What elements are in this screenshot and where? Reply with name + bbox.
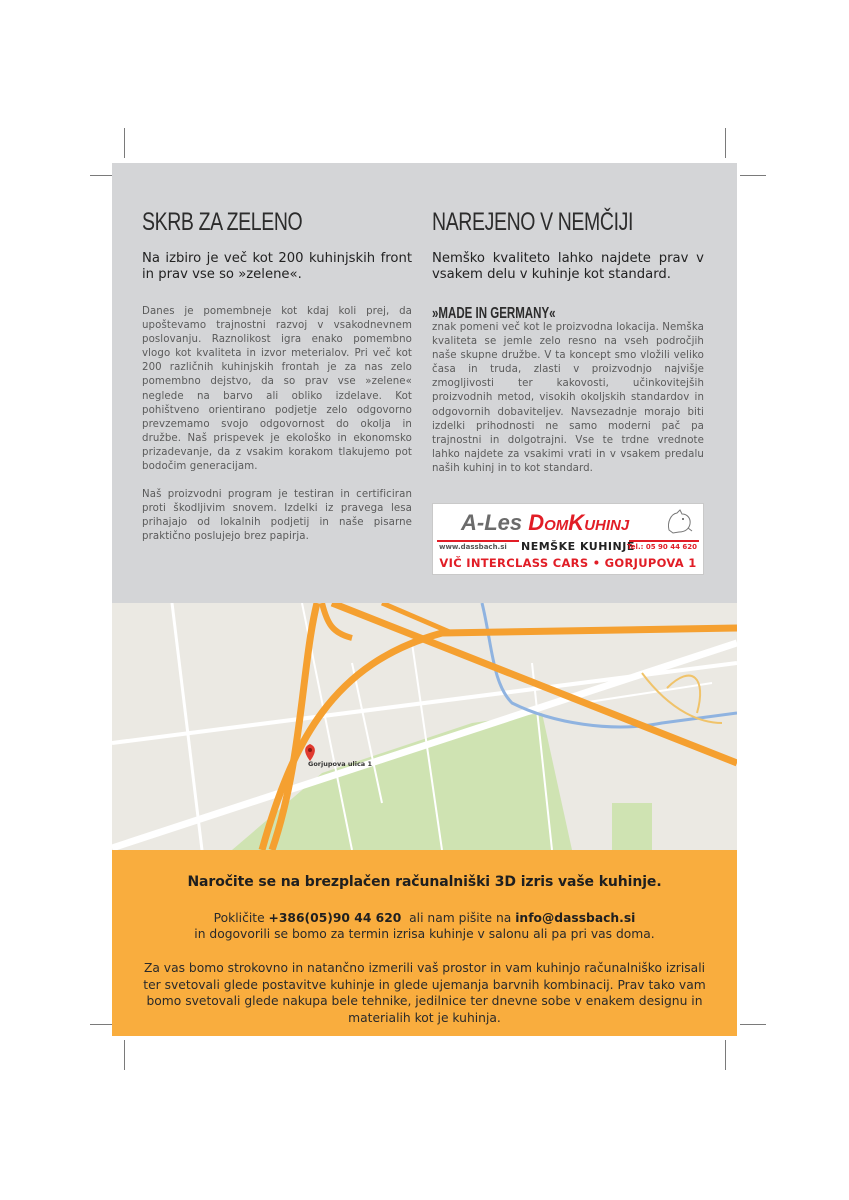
- made-in-germany-subheading: »MADE IN GERMANY«: [432, 305, 556, 322]
- logo-phone: Tel.: 05 90 44 620: [626, 543, 697, 551]
- company-logo: [432, 503, 704, 575]
- logo-rule-left: [437, 540, 519, 542]
- certification-paragraph: Naš proizvodni program je testiran in certificiran proti škodljivim snovem. Izdelki iz pravega lesa prihajajo od lokalnih podjetij in naše pisarne praktično poslujejo brez papirja.: [142, 489, 412, 543]
- cta-contact-line2: in dogovorili se bomo za termin izrisa kuhinje v salonu ali pa pri vas doma.: [194, 927, 655, 941]
- cta-email-link[interactable]: info@dassbach.si: [515, 911, 636, 925]
- logo-brand-ales: A-Les: [461, 510, 529, 535]
- made-in-germany-heading: NAREJENO V NEMČIJI: [432, 208, 634, 236]
- logo-rule-right: [629, 540, 699, 542]
- cta-contact-prefix: Pokličite: [213, 911, 269, 925]
- crop-mark: [124, 128, 125, 158]
- logo-brand: [461, 510, 629, 536]
- cta-contact-middle: ali nam pišite na: [401, 911, 516, 925]
- made-in-germany-lead: Nemško kvaliteto lahko najdete prav v vsakem delu v kuhinje kot standard.: [432, 251, 704, 282]
- made-in-germany-column: [432, 208, 704, 490]
- crop-mark: [740, 1024, 766, 1025]
- crop-mark: [725, 128, 726, 158]
- logo-brand-domkuhinj: DomKuhinj: [528, 510, 630, 535]
- cta-title: Naročite se na brezplačen računalniški 3D izris vaše kuhinje.: [187, 874, 662, 890]
- map-park: [612, 803, 652, 850]
- logo-address: VIČ INTERCLASS CARS • GORJUPOVA 1: [439, 556, 697, 570]
- sustainability-column: [142, 208, 412, 559]
- made-in-germany-paragraph: znak pomeni več kot le proizvodna lokacija. Nemška kvaliteta se jemle zelo resno na vseh področjih naše skupne družbe. V ta koncept smo vložili veliko časa in truda, zlasti v proizvodnjo najvišje zmogljivosti ter kakovosti, učinkovitejših proizvodnih metod, visokih okoljskih standardov in odgovornih dobaviteljev. Navsezadnje morajo biti izdelki prihodnosti ne samo moderni pač pa trajnostni in dolgotrajni. Vse te trdne vrednote lahko najdete za vsakimi vrati in v vsakem predalu naših kuhinj in to kot standard.: [432, 322, 704, 474]
- cta-body: Za vas bomo strokovno in natančno izmerili vaš prostor in vam kuhinjo računalniško izrisali ter svetovali glede postavitve kuhinje in glede ujemanja barvnih kombinacij. Prav tako vam bomo svetovali glede nakupa bele tehnike, jedilnice ter dnevne sobe v enakem designu in materialih kot je kuhinja.: [143, 961, 706, 1025]
- sustainability-paragraph: Danes je pomembneje kot kdaj koli prej, da upoštevamo trajnostni razvoj v vsakodnevnem poslovanju. Raznolikost igra enako pomembno vlogo kot kvaliteta in izvor meterialov. Pri več kot 200 različnih kuhinjskih frontah je za nas zelo pomembno dejstvo, da so prav vse »zelene« neglede na barvo ali obliko izdelave. Kot pohištveno orientirano podjetje zelo odgovorno prevzemamo svojo odgovornost do okolja in družbe. Naš prispevek je ekološko in ekonomsko prizadevanje, da z vsakim korakom tlakujemo pot bodočim generacijam.: [142, 306, 412, 473]
- cta-phone-link[interactable]: +386(05)90 44 620: [268, 911, 402, 925]
- sustainability-lead: Na izbiro je več kot 200 kuhinjskih front in prav vse so »zelene«.: [142, 251, 412, 282]
- crop-mark: [725, 1040, 726, 1070]
- map-canvas: [112, 603, 737, 850]
- crop-mark: [124, 1040, 125, 1070]
- crop-mark: [740, 175, 766, 176]
- logo-website: www.dassbach.si: [439, 543, 507, 551]
- cta-contact: [112, 910, 737, 942]
- logo-tagline: NEMŠKE KUHINJE: [521, 540, 635, 553]
- dog-mascot-icon: [663, 508, 695, 536]
- info-panel: [112, 163, 737, 603]
- location-map[interactable]: [112, 603, 737, 850]
- sustainability-heading: SKRB ZA ZELENO: [142, 208, 303, 236]
- map-marker-label: Gorjupova ulica 1: [308, 760, 372, 768]
- call-to-action-banner: [112, 850, 737, 1036]
